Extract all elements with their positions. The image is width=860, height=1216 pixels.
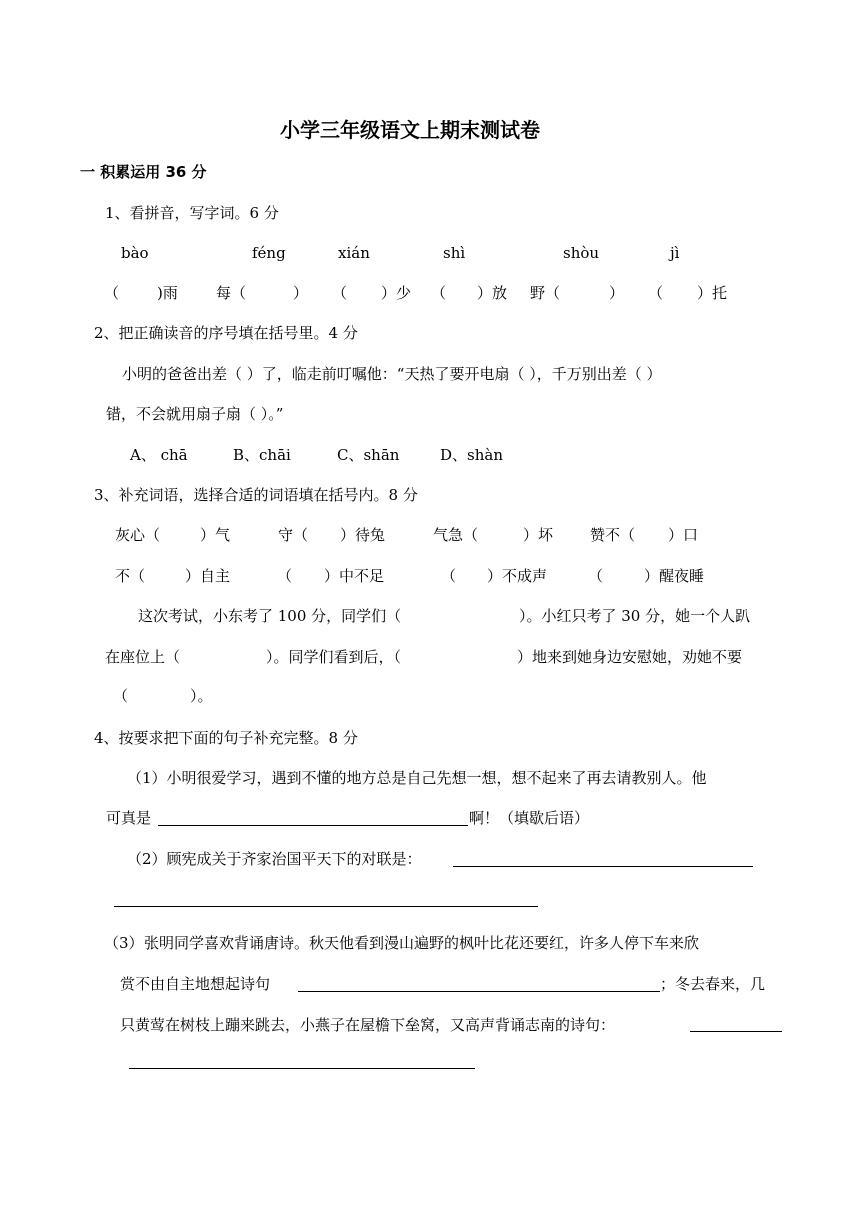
q3-idiom: ）气: [200, 526, 231, 544]
q3-heading: 3、补充词语，选择合适的词语填在括号内。8 分: [94, 486, 418, 504]
q1-blank-open: （: [104, 284, 120, 302]
q3-paragraph: ）地来到她身边安慰她，劝她不要: [517, 648, 743, 666]
q3-idiom[interactable]: 守（: [278, 526, 309, 544]
q4-heading: 4、按要求把下面的句子补充完整。8 分: [94, 729, 358, 747]
q1-blank-close: ）: [609, 284, 625, 302]
q3-paragraph: （: [113, 687, 129, 705]
q3-paragraph: ）。同学们看到后，（: [266, 648, 402, 666]
q3-idiom[interactable]: 赞不（: [590, 526, 636, 544]
q3-paragraph: ）。小红只考了 30 分，她一个人趴: [519, 607, 751, 625]
answer-line[interactable]: [158, 825, 468, 826]
pinyin-ji: jì: [670, 244, 680, 262]
q3-idiom[interactable]: （: [441, 567, 457, 585]
q3-paragraph: 在座位上（: [105, 648, 181, 666]
q1-blank-open: （: [332, 284, 348, 302]
q3-idiom: ）中不足: [324, 567, 385, 585]
q2-line1[interactable]: 小明的爸爸出差（ ）了，临走前叮嘱他：“天热了要开电扇（ ），千万别出差（ ）: [122, 365, 662, 383]
q4-s3: 张明同学喜欢背诵唐诗。秋天他看到漫山遍野的枫叶比花还要红，许多人停下车来欣: [144, 934, 700, 952]
answer-line[interactable]: [114, 906, 538, 907]
q3-idiom[interactable]: 不（: [115, 567, 146, 585]
q4-s3: 赏不由自主地想起诗句: [120, 975, 271, 993]
q3-paragraph: ）。: [190, 687, 213, 705]
section-heading: 一 积累运用 36 分: [80, 163, 207, 181]
q1-blank-open: （: [431, 284, 447, 302]
q3-paragraph: 这次考试，小东考了 100 分，同学们（: [138, 607, 402, 625]
q2-option-c: C、shān: [337, 446, 400, 464]
q3-idiom: ）口: [668, 526, 699, 544]
pinyin-bao: bào: [121, 244, 149, 262]
q3-idiom: ）不成声: [487, 567, 548, 585]
q1-word-tuo[interactable]: ）托: [697, 284, 728, 302]
q2-option-a: A、 chā: [130, 446, 188, 464]
page-title: 小学三年级语文上期末测试卷: [280, 118, 540, 142]
pinyin-feng: féng: [252, 244, 286, 262]
answer-line[interactable]: [453, 866, 753, 867]
q1-word-shao[interactable]: ）少: [381, 284, 412, 302]
q3-idiom: ）自主: [185, 567, 231, 585]
q3-idiom: ）醒夜睡: [644, 567, 705, 585]
q2-option-b: B、chāi: [233, 446, 291, 464]
q4-s3: （3）: [104, 934, 144, 952]
q4-s1: 可真是: [106, 809, 152, 827]
q4-s2: （2）顾宪成关于齐家治国平天下的对联是：: [127, 850, 422, 868]
pinyin-xian: xián: [338, 244, 370, 262]
q1-blank-close: ）: [293, 284, 309, 302]
answer-line[interactable]: [690, 1031, 782, 1032]
q2-heading: 2、把正确读音的序号填在括号里。4 分: [94, 324, 358, 342]
q1-heading: 1、看拼音，写字词。6 分: [105, 204, 279, 222]
q1-word-ye[interactable]: 野（: [530, 284, 561, 302]
q3-idiom[interactable]: 气急（: [433, 526, 479, 544]
q1-word-mei[interactable]: 每（: [216, 284, 247, 302]
q3-idiom[interactable]: （: [588, 567, 604, 585]
q4-s1: 啊！（填歇后语）: [469, 809, 590, 827]
q3-idiom[interactable]: （: [277, 567, 293, 585]
q3-idiom[interactable]: 灰心（: [115, 526, 161, 544]
q4-s3: 只黄莺在树枝上蹦来跳去，小燕子在屋檐下垒窝，又高声背诵志南的诗句：: [120, 1016, 616, 1034]
q1-word-fang[interactable]: ）放: [477, 284, 508, 302]
q3-idiom: ）待兔: [340, 526, 386, 544]
q4-s3: ；冬去春来，几: [660, 975, 766, 993]
q4-s1: （1）小明很爱学习，遇到不懂的地方总是自己先想一想，想不起来了再去请教别人。他: [127, 769, 707, 787]
pinyin-shi: shì: [443, 244, 466, 262]
pinyin-shou: shòu: [563, 244, 600, 262]
q1-word-yu[interactable]: )雨: [157, 284, 178, 302]
q3-idiom: ）坏: [523, 526, 554, 544]
answer-line[interactable]: [129, 1068, 475, 1069]
answer-line[interactable]: [298, 991, 660, 992]
q1-blank-open: （: [648, 284, 664, 302]
q2-line2[interactable]: 错，不会就用扇子扇（ ）。”: [106, 405, 284, 423]
q2-option-d: D、shàn: [440, 446, 503, 464]
